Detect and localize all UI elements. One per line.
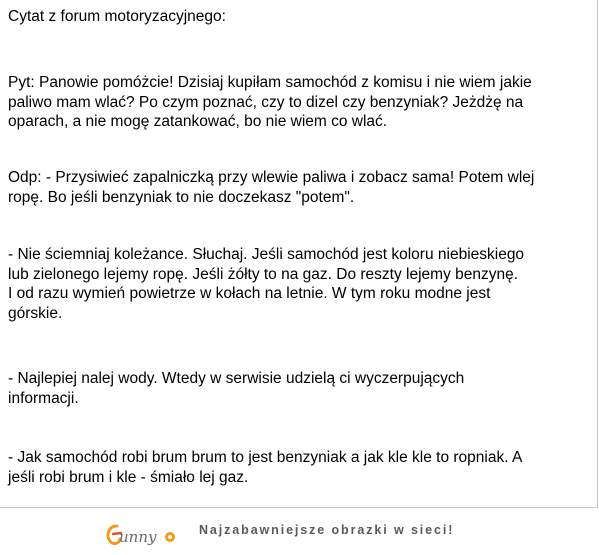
tagline: Najzabawniejsze obrazki w sieci! bbox=[199, 523, 455, 537]
answer-text-3: - Najlepiej nalej wody. Wtedy w serwisie udzielą ci wyczerpujących informacji. bbox=[8, 370, 465, 407]
answer-text-4: - Jak samochód robi brum brum to jest benzyniak a jak kle kle to ropniak. A jeśli robi brum i kle - śmiało lej gaz. bbox=[8, 449, 523, 486]
post-title: Cytat z forum motoryzacyjnego: bbox=[8, 8, 226, 25]
question-text: Pyt: Panowie pomóżcie! Dzisiaj kupiłam samochód z komisu i nie wiem jakie paliwo mam wlać? Po czym poznać, czy to dizel czy benzyniak? Jeżdżę na oparach, a nie mogę zatankować, bo nie wiem co wlać. bbox=[8, 74, 532, 130]
answer-text-1: Odp: - Przysiwieć zapalniczką przy wlewie paliwa i zobacz sama! Potem wlej ropę. Bo jeśli benzyniak to nie doczekasz "potem". bbox=[8, 169, 535, 206]
footer bbox=[0, 508, 599, 555]
funny-logo-icon bbox=[104, 520, 184, 550]
answer-text-2: - Nie ściemniaj koleżance. Słuchaj. Jeśli samochód jest koloru niebieskiego lub zielonego lejemy ropę. Jeśli żółty to na gaz. Do reszty lejemy benzynę. I od razu wymień powietrze w kołach na letnie. W tym roku modne jest górskie. bbox=[8, 246, 525, 322]
svg-text:unny: unny bbox=[119, 528, 157, 546]
